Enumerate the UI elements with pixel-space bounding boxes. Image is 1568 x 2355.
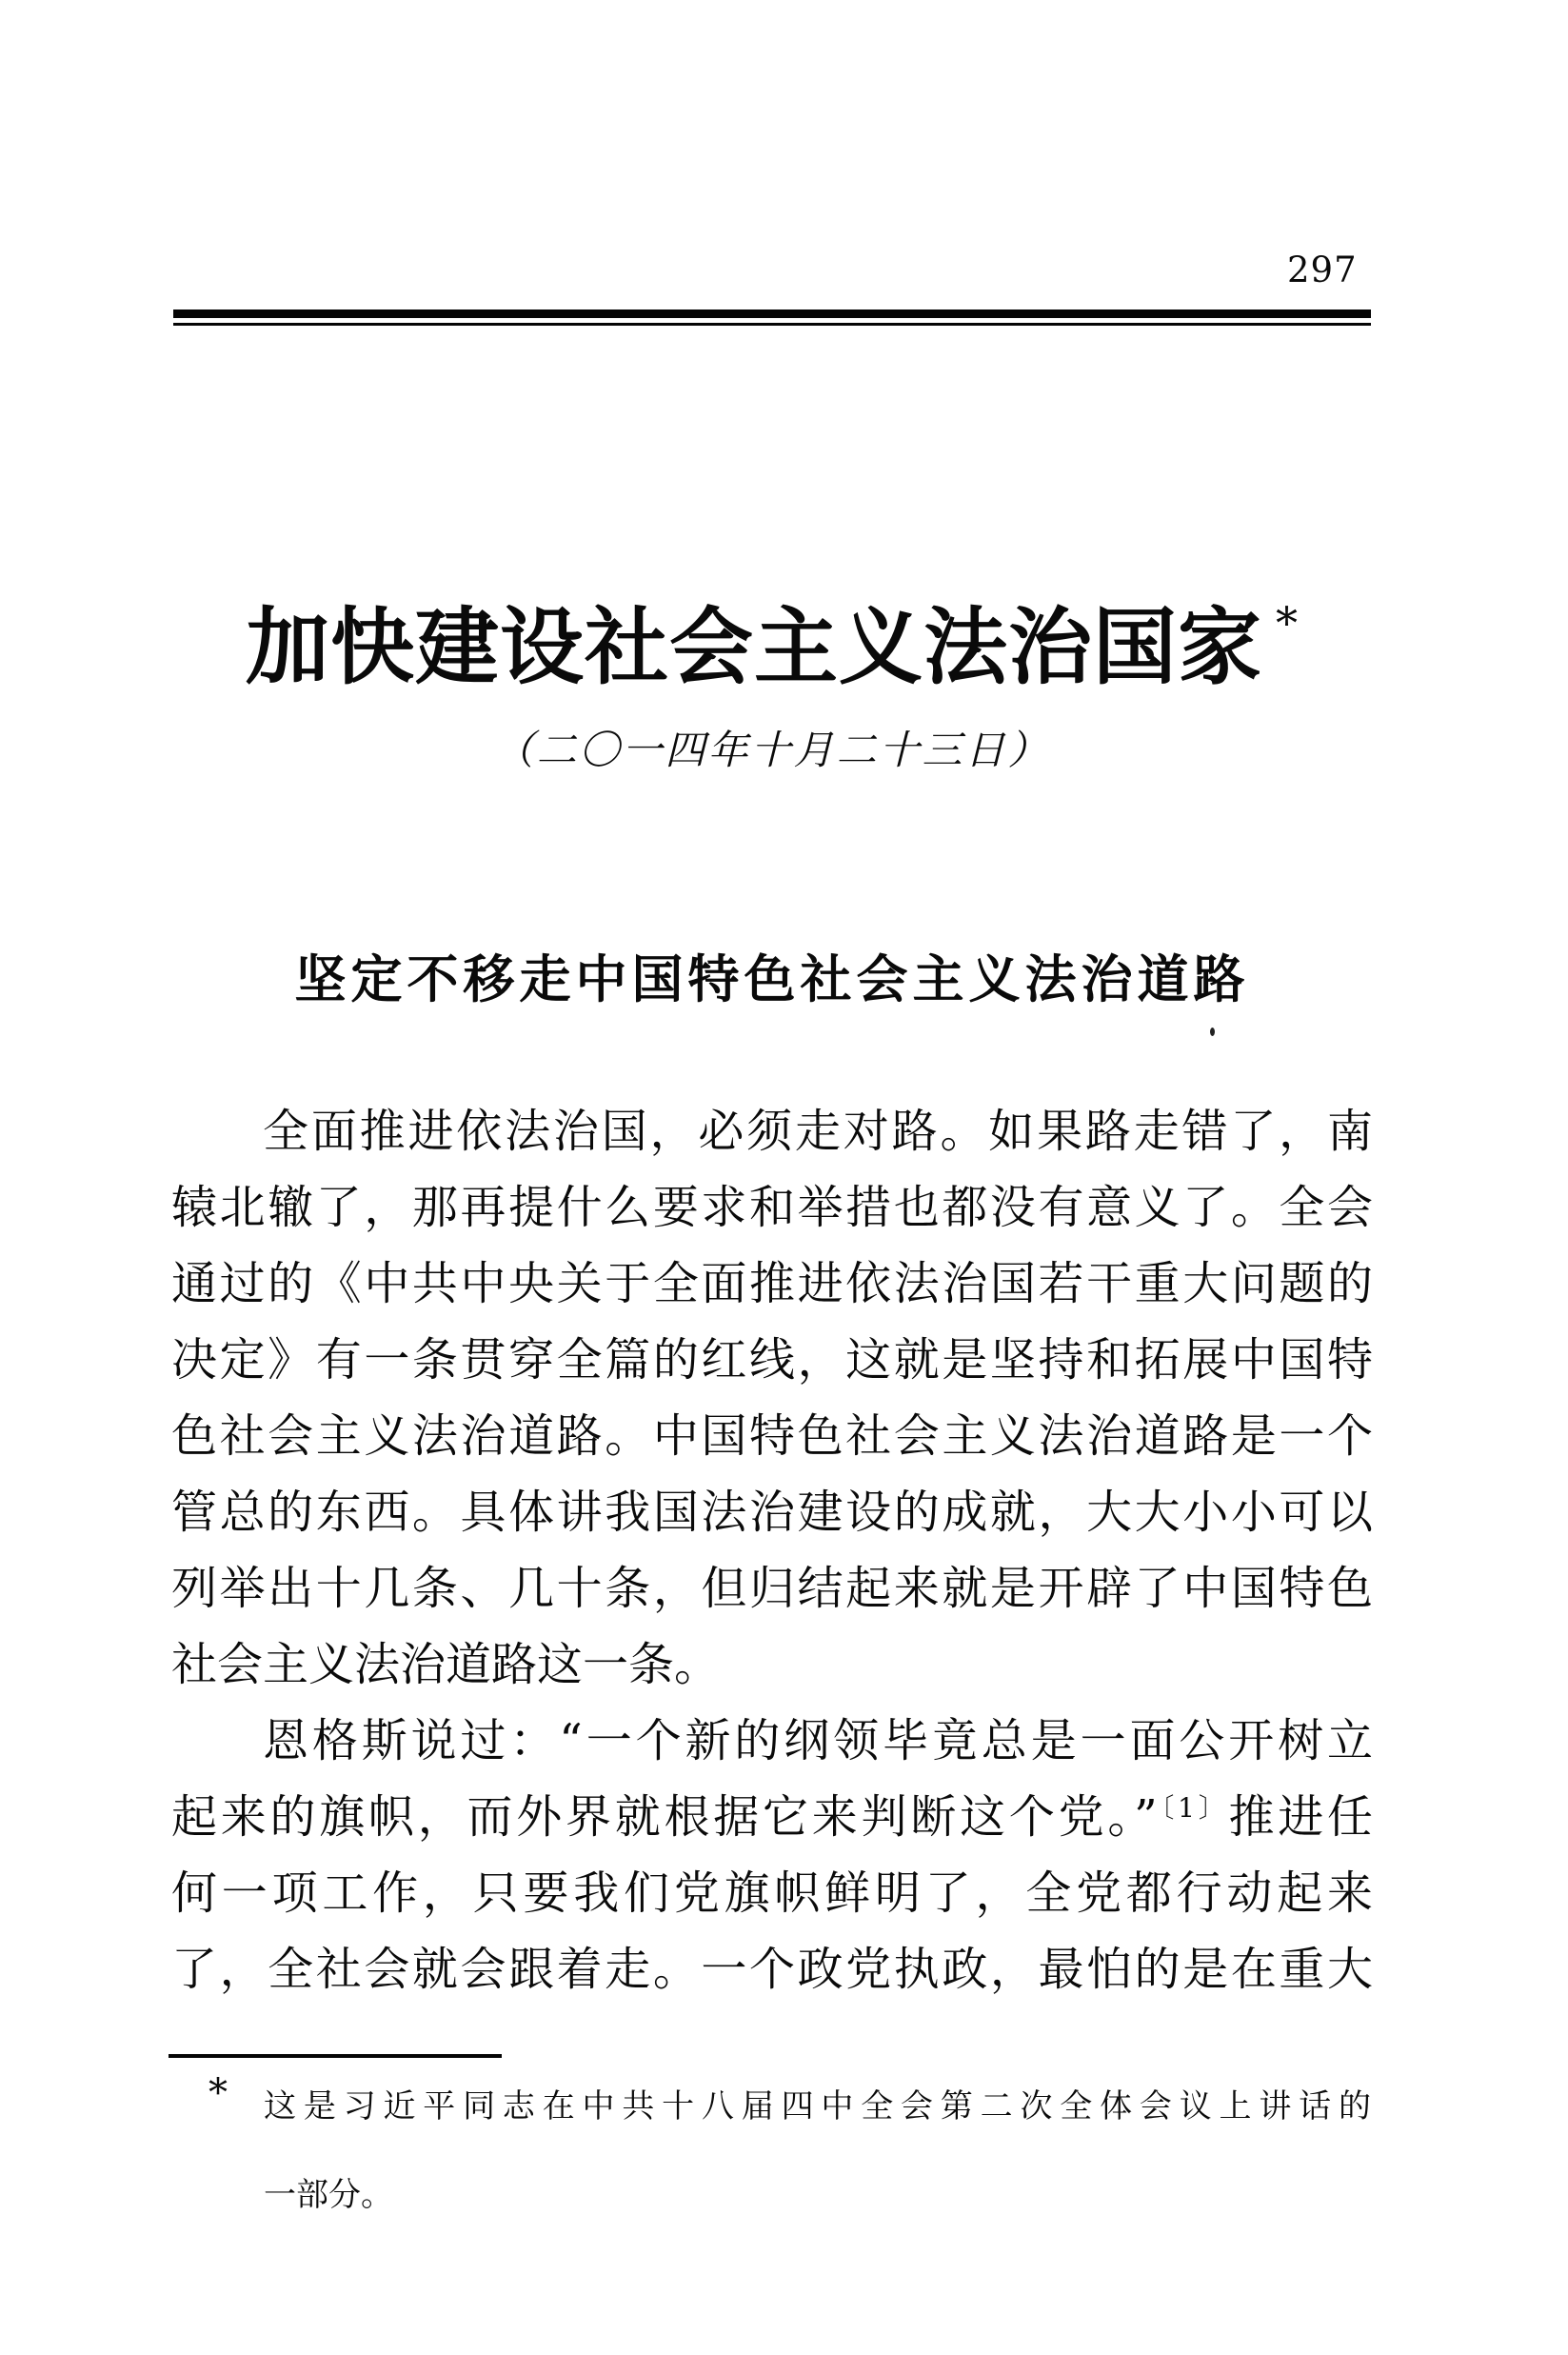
body-text	[171, 1093, 1373, 2007]
body-line-segment: 起来的旗帜，而外界就根据它来判断这个党。”	[171, 1790, 1158, 1844]
body-line: 辕北辙了，那再提什么要求和举措也都没有意义了。全会	[171, 1181, 1373, 1234]
body-line: 全面推进依法治国，必须走对路。如果路走错了，南	[263, 1105, 1373, 1158]
footnote-separator-rule	[169, 2054, 502, 2058]
footnote-marker: *	[208, 2071, 228, 2115]
body-line: 恩格斯说过：“一个新的纲领毕竟总是一面公开树立	[263, 1714, 1373, 1767]
footnote-line: 一部分。	[264, 2176, 393, 2214]
scan-speck	[1210, 1028, 1215, 1036]
article-title	[171, 569, 1373, 701]
body-line: 列举出十几条、几十条，但归结起来就是开辟了中国特色	[171, 1562, 1373, 1615]
body-line: 了，全社会就会跟着走。一个政党执政，最怕的是在重大	[171, 1943, 1373, 1996]
endnote-ref-1: 〔1〕	[1157, 1792, 1229, 1824]
body-line: 通过的《中共中央关于全面推进依法治国若干重大问题的	[171, 1257, 1373, 1310]
body-line: 管总的东西。具体讲我国法治建设的成就，大大小小可以	[171, 1486, 1373, 1539]
footnote-line: 这是习近平同志在中共十八届四中全会第二次全体会议上讲话的	[264, 2087, 1371, 2125]
body-line-paragraph-end: 社会主义法治道路这一条。	[171, 1638, 721, 1691]
article-title-text: 加快建设社会主义法治国家	[245, 598, 1262, 696]
body-line: 决定》有一条贯穿全篇的红线，这就是坚持和拓展中国特	[171, 1333, 1373, 1387]
footnote	[264, 2063, 1371, 2240]
body-line: 色社会主义法治道路。中国特色社会主义法治道路是一个	[171, 1409, 1373, 1463]
page-number: 297	[1287, 249, 1358, 290]
header-double-rule	[173, 309, 1371, 326]
body-line-segment: 推进任	[1228, 1790, 1373, 1844]
section-heading: 坚定不移走中国特色社会主义法治道路	[294, 949, 1250, 1009]
article-date: （二〇一四年十月二十三日）	[493, 727, 1051, 773]
body-line	[171, 1779, 1373, 1855]
title-footnote-marker: *	[1276, 597, 1299, 649]
body-line: 何一项工作，只要我们党旗帜鲜明了，全党都行动起来	[171, 1866, 1373, 1920]
